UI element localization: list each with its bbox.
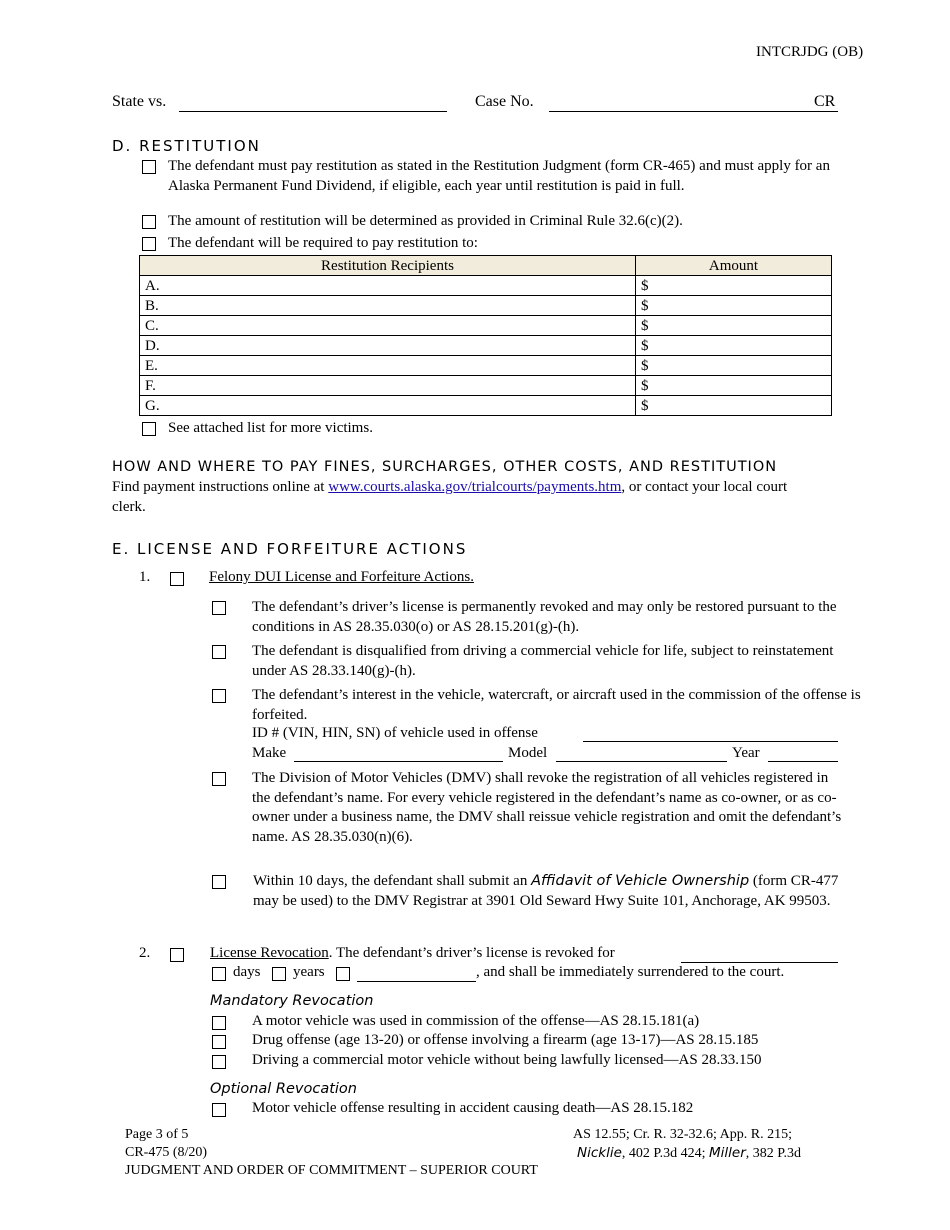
section-e-title: E. LICENSE AND FORFEITURE ACTIONS bbox=[112, 540, 468, 558]
attached-list-text: See attached list for more victims. bbox=[168, 420, 373, 436]
revocation-period-field[interactable] bbox=[681, 962, 838, 963]
license-revocation-text: . The defendant’s driver’s license is revoked for bbox=[328, 945, 615, 961]
case-suffix: CR bbox=[814, 93, 836, 110]
affidavit-text bbox=[253, 872, 843, 911]
footer-document-title bbox=[125, 1163, 538, 1179]
model-field[interactable] bbox=[556, 761, 727, 762]
recipient-cell[interactable]: D. bbox=[140, 336, 636, 356]
commercial-disqualified-text: The defendant is disqualified from driving a commercial vehicle for life, subject to reinstatement under AS 28.33.140(g)-(h). bbox=[252, 643, 834, 679]
recipients-header: Restitution Recipients bbox=[140, 256, 636, 276]
felony-dui-checkbox[interactable] bbox=[170, 572, 184, 586]
amount-cell[interactable]: $ bbox=[636, 356, 832, 376]
footer-form-number: CR-475 (8/20) bbox=[125, 1145, 208, 1160]
year-field[interactable] bbox=[768, 761, 838, 762]
table-row bbox=[140, 356, 832, 376]
citation-mid: , 402 P.3d 424; bbox=[621, 1146, 710, 1161]
other-period-checkbox[interactable] bbox=[336, 967, 350, 981]
citation-case-miller: Miller bbox=[709, 1145, 746, 1161]
state-vs-label: State vs. bbox=[112, 93, 167, 110]
payments-link[interactable]: www.courts.alaska.gov/trialcourts/payments.htm bbox=[328, 479, 622, 495]
recipient-cell[interactable]: A. bbox=[140, 276, 636, 296]
amount-cell[interactable]: $ bbox=[636, 396, 832, 416]
license-revocation-title: License Revocation bbox=[210, 945, 329, 961]
restitution-judgment-text: The defendant must pay restitution as stated in the Restitution Judgment (form CR-465) and must apply for an Alaska Permanent Fund Dividend, if eligible, each year until restitution is paid in full. bbox=[168, 158, 830, 194]
amount-cell[interactable]: $ bbox=[636, 336, 832, 356]
years-checkbox[interactable] bbox=[272, 967, 286, 981]
vehicle-forfeited-text: The defendant’s interest in the vehicle, watercraft, or aircraft used in the commission of the offense is forfeited. bbox=[252, 687, 861, 723]
table-row bbox=[140, 296, 832, 316]
license-revoked-checkbox[interactable] bbox=[212, 601, 226, 615]
payment-text-after: , or contact your local court clerk. bbox=[112, 479, 788, 515]
recipient-cell[interactable]: G. bbox=[140, 396, 636, 416]
restitution-rule-checkbox[interactable] bbox=[142, 215, 156, 229]
other-period-field[interactable] bbox=[357, 981, 476, 982]
years-label: years bbox=[293, 964, 325, 980]
amount-header: Amount bbox=[636, 256, 832, 276]
state-vs-field[interactable] bbox=[179, 111, 447, 112]
payment-instructions bbox=[112, 478, 812, 517]
optional-accident-death-text: Motor vehicle offense resulting in accident causing death—AS 28.15.182 bbox=[252, 1100, 694, 1116]
recipient-cell[interactable]: E. bbox=[140, 356, 636, 376]
days-label: days bbox=[233, 964, 261, 980]
make-label: Make bbox=[252, 745, 287, 761]
footer-page-number: Page 3 of 5 bbox=[125, 1127, 189, 1142]
payment-text-before: Find payment instructions online at bbox=[112, 479, 329, 495]
restitution-judgment-checkbox[interactable] bbox=[142, 160, 156, 174]
dmv-registration-text: The Division of Motor Vehicles (DMV) shall revoke the registration of all vehicles registered in the defendant’s name. For every vehicle registered in the defendant’s name as co-owner, or as co-owner under a business name, the DMV shall reissue vehicle registration and omit the defendant’s name. AS 28.35.030(n)(6). bbox=[252, 770, 842, 845]
amount-cell[interactable]: $ bbox=[636, 376, 832, 396]
license-revocation-line bbox=[210, 945, 615, 962]
restitution-recipients-text: The defendant will be required to pay restitution to: bbox=[168, 235, 478, 251]
case-no-field[interactable] bbox=[549, 111, 838, 112]
commercial-disqualified-checkbox[interactable] bbox=[212, 645, 226, 659]
restitution-table bbox=[139, 255, 832, 416]
recipient-cell[interactable]: F. bbox=[140, 376, 636, 396]
mandatory-commercial-text: Driving a commercial motor vehicle without being lawfully licensed—AS 28.33.150 bbox=[252, 1052, 762, 1068]
license-revoked-text: The defendant’s driver’s license is permanently revoked and may only be restored pursuant to the conditions in AS 28.35.030(o) or AS 28.15.201(g)-(h). bbox=[252, 599, 837, 635]
footer-title-main: JUDGMENT AND ORDER OF COMMITMENT bbox=[125, 1163, 407, 1178]
recipient-cell[interactable]: C. bbox=[140, 316, 636, 336]
vehicle-forfeited-checkbox[interactable] bbox=[212, 689, 226, 703]
item2-number: 2. bbox=[139, 945, 151, 961]
citation-end: , 382 P.3d bbox=[745, 1146, 802, 1161]
section-d-title: D. RESTITUTION bbox=[112, 137, 261, 155]
mandatory-motor-vehicle-checkbox[interactable] bbox=[212, 1016, 226, 1030]
amount-cell[interactable]: $ bbox=[636, 276, 832, 296]
restitution-recipients-checkbox[interactable] bbox=[142, 237, 156, 251]
affidavit-text-before: Within 10 days, the defendant shall submit an bbox=[253, 873, 532, 889]
table-row bbox=[140, 376, 832, 396]
table-row bbox=[140, 276, 832, 296]
mandatory-drug-firearm-text: Drug offense (age 13-20) or offense involving a firearm (age 13-17)—AS 28.15.185 bbox=[252, 1032, 759, 1048]
mandatory-revocation-title: Mandatory Revocation bbox=[210, 993, 374, 1009]
days-checkbox[interactable] bbox=[212, 967, 226, 981]
mandatory-commercial-checkbox[interactable] bbox=[212, 1055, 226, 1069]
table-row bbox=[140, 336, 832, 356]
footer-citation-1: AS 12.55; Cr. R. 32-32.6; App. R. 215; bbox=[573, 1127, 792, 1142]
affidavit-text-after: (form CR-477 may be used) to the DMV Registrar at 3901 Old Seward Hwy Suite 101, Anchorage, AK 99503. bbox=[253, 873, 839, 909]
mandatory-motor-vehicle-text: A motor vehicle was used in commission of the offense—AS 28.15.181(a) bbox=[252, 1013, 700, 1029]
item1-number: 1. bbox=[139, 569, 151, 585]
footer-title-court: – SUPERIOR COURT bbox=[409, 1163, 538, 1178]
mandatory-drug-firearm-checkbox[interactable] bbox=[212, 1035, 226, 1049]
case-no-label: Case No. bbox=[475, 93, 534, 110]
year-label: Year bbox=[732, 745, 760, 761]
dmv-registration-checkbox[interactable] bbox=[212, 772, 226, 786]
attached-list-checkbox[interactable] bbox=[142, 422, 156, 436]
model-label: Model bbox=[508, 745, 548, 761]
table-row bbox=[140, 316, 832, 336]
form-code: INTCRJDG (OB) bbox=[756, 44, 864, 60]
vehicle-id-field[interactable] bbox=[583, 741, 838, 742]
optional-accident-death-checkbox[interactable] bbox=[212, 1103, 226, 1117]
optional-revocation-title: Optional Revocation bbox=[210, 1081, 357, 1097]
felony-dui-title: Felony DUI License and Forfeiture Actions. bbox=[209, 569, 474, 585]
recipient-cell[interactable]: B. bbox=[140, 296, 636, 316]
amount-cell[interactable]: $ bbox=[636, 316, 832, 336]
table-header-row bbox=[140, 256, 832, 276]
license-revocation-checkbox[interactable] bbox=[170, 948, 184, 962]
table-row bbox=[140, 396, 832, 416]
amount-cell[interactable]: $ bbox=[636, 296, 832, 316]
affidavit-checkbox[interactable] bbox=[212, 875, 226, 889]
affidavit-form-name: Affidavit of Vehicle Ownership bbox=[531, 873, 750, 889]
footer-citation-2 bbox=[577, 1145, 801, 1162]
payment-section-title: HOW AND WHERE TO PAY FINES, SURCHARGES, OTHER COSTS, AND RESTITUTION bbox=[112, 459, 778, 475]
citation-case-nicklie: Nicklie bbox=[577, 1145, 622, 1161]
make-field[interactable] bbox=[294, 761, 503, 762]
surrender-text: , and shall be immediately surrendered to the court. bbox=[476, 964, 785, 980]
restitution-rule-text: The amount of restitution will be determined as provided in Criminal Rule 32.6(c)(2). bbox=[168, 213, 683, 229]
vehicle-id-label: ID # (VIN, HIN, SN) of vehicle used in offense bbox=[252, 725, 538, 741]
